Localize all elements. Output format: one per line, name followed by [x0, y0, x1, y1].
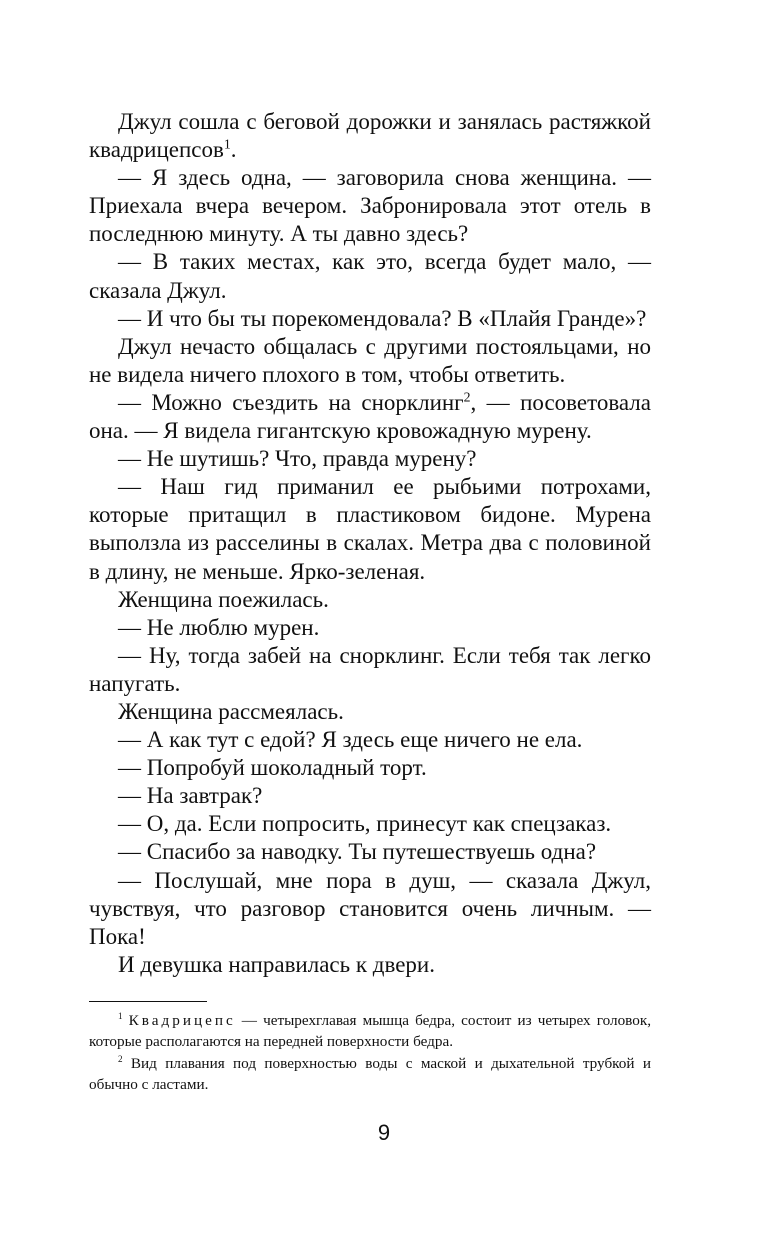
paragraph: — И что бы ты порекомендовала? В «Плайя Гранде»? — [118, 305, 647, 331]
paragraph: — Попробуй шоколадный торт. — [118, 755, 427, 781]
paragraph: — На завтрак? — [118, 783, 263, 809]
footnote-divider — [89, 1001, 207, 1002]
footnote-ref[interactable]: 2 — [463, 389, 471, 405]
footnote-ref[interactable]: 1 — [223, 136, 231, 152]
footnote-number: 1 — [118, 1010, 123, 1021]
paragraph: Женщина рассмеялась. — [118, 698, 344, 724]
footnote-number: 2 — [118, 1053, 123, 1064]
footnote-text: — четырехглавая мышца бедра, состоит из четырех головок, которые располагаются на передней поверхности бедра. — [89, 1012, 652, 1051]
paragraph: — Послушай, мне пора в душ, — сказала Джул, чувствуя, что разговор становится очень личным. — Пока! — [89, 867, 651, 949]
paragraph: — А как тут с едой? Я здесь еще ничего не ела. — [118, 727, 583, 753]
footnote-term: Квадрицепс — [128, 1012, 236, 1029]
paragraph: Джул нечасто общалась с другими постояльцами, но не видела ничего плохого в том, чтобы ответить. — [89, 333, 651, 387]
footnote-text: Вид плавания под поверхностью воды с маской и дыхательной трубкой и обычно с ластами. — [89, 1054, 651, 1094]
paragraph: — О, да. Если попросить, принесут как спецзаказ. — [118, 811, 612, 837]
paragraph: — Ну, тогда забей на снорклинг. Если тебя так легко напугать. — [89, 642, 651, 696]
paragraph: Джул сошла с беговой дорожки и занялась растяжкой квадрицепсов$^1$. — [89, 109, 651, 163]
paragraph: — Не люблю мурен. — [118, 614, 320, 640]
paragraph: — Наш гид приманил ее рыбьими потрохами, которые притащил в пластиковом бидоне. Мурена выползла из расселины в скалах. Метра два с половиной в длину, не меньше. Ярко-зеленая. — [89, 474, 651, 584]
page-number: 9 — [377, 1120, 391, 1145]
paragraph: И девушка направилась к двери. — [118, 951, 435, 977]
paragraph: — В таких местах, как это, всегда будет мало, — сказала Джул. — [89, 249, 651, 303]
footnote — [89, 1010, 651, 1053]
paragraph: — Не шутишь? Что, правда мурену? — [118, 446, 477, 472]
paragraph: — Я здесь одна, — заговорила снова женщина. — Приехала вчера вечером. Забронировала этот отель в последнюю минуту. А ты давно здесь? — [89, 165, 651, 247]
body-text — [89, 108, 651, 979]
paragraph: — Можно съездить на снорклинг$^2$, — посоветовала она. — Я видела гигантскую кровожадную мурену. — [89, 389, 651, 444]
footnote — [89, 1053, 651, 1096]
paragraph: — Спасибо за наводку. Ты путешествуешь одна? — [118, 839, 597, 865]
footnotes — [89, 1010, 651, 1096]
paragraph: Женщина поежилась. — [118, 586, 329, 612]
